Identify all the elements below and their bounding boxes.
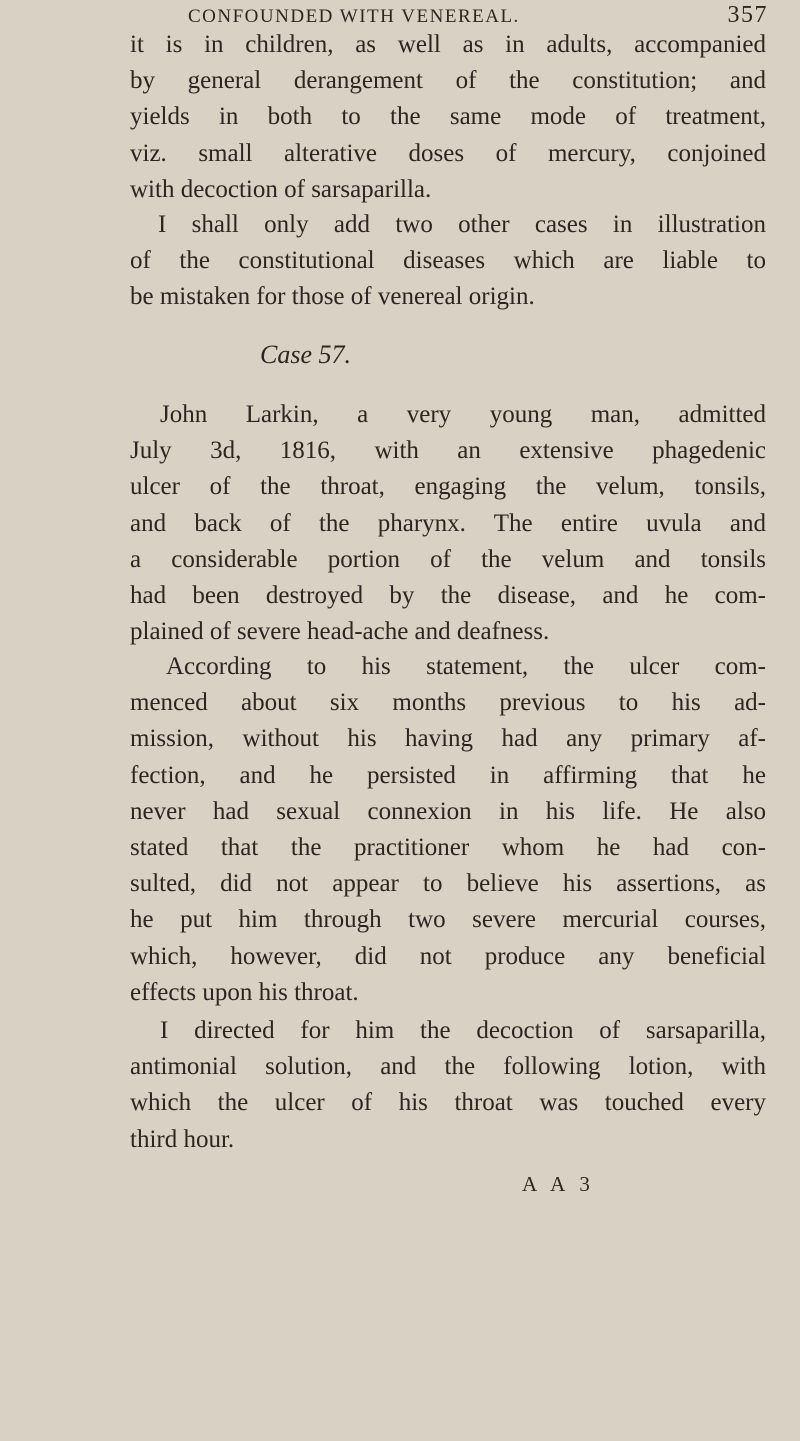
text-line: antimonial solution, and the following lotion, with xyxy=(130,1053,766,1081)
text-line: plained of severe head-ache and deafness. xyxy=(130,618,550,646)
case-heading: Case 57. xyxy=(260,340,351,369)
text-line: and back of the pharynx. The entire uvula and xyxy=(130,509,766,537)
text-line: which the ulcer of his throat was touched every xyxy=(130,1089,766,1117)
running-header xyxy=(188,2,768,32)
text-line: of the constitutional diseases which are liable to xyxy=(130,247,766,275)
text-line: had been destroyed by the disease, and he com- xyxy=(130,582,766,609)
text-line: a considerable portion of the velum and tonsils xyxy=(130,545,766,573)
text-line: I shall only add two other cases in illustration xyxy=(158,211,766,238)
running-title: CONFOUNDED WITH VENEREAL. xyxy=(188,6,520,27)
text-line: July 3d, 1816, with an extensive phagedenic xyxy=(130,437,766,465)
text-line: he put him through two severe mercurial courses, xyxy=(130,906,766,934)
text-line: fection, and he persisted in affirming that he xyxy=(130,761,766,789)
text-line: third hour. xyxy=(130,1125,235,1153)
text-line: by general derangement of the constitution; and xyxy=(130,67,766,95)
text-line: be mistaken for those of venereal origin. xyxy=(130,283,535,311)
text-line: yields in both to the same mode of treatment, xyxy=(130,103,766,131)
text-line: effects upon his throat. xyxy=(130,978,359,1006)
signature-mark: A A 3 xyxy=(522,1172,595,1196)
text-line: ulcer of the throat, engaging the velum, tonsils, xyxy=(130,473,766,501)
text-line: sulted, did not appear to believe his assertions, as xyxy=(130,870,766,898)
text-line: mission, without his having had any primary af- xyxy=(130,725,766,753)
text-line: stated that the practitioner whom he had con- xyxy=(130,834,766,861)
text-line: with decoction of sarsaparilla. xyxy=(130,175,432,203)
page-number: 357 xyxy=(727,2,768,28)
text-line: which, however, did not produce any beneficial xyxy=(130,942,766,970)
text-line: I directed for him the decoction of sarsaparilla, xyxy=(160,1017,766,1044)
text-line: never had sexual connexion in his life. He also xyxy=(130,797,766,825)
text-line: it is in children, as well as in adults, accompanied xyxy=(130,31,766,58)
text-line: John Larkin, a very young man, admitted xyxy=(160,401,766,428)
text-line: According to his statement, the ulcer com- xyxy=(166,653,766,680)
text-line: viz. small alterative doses of mercury, conjoined xyxy=(130,139,766,167)
text-line: menced about six months previous to his ad- xyxy=(130,689,766,717)
